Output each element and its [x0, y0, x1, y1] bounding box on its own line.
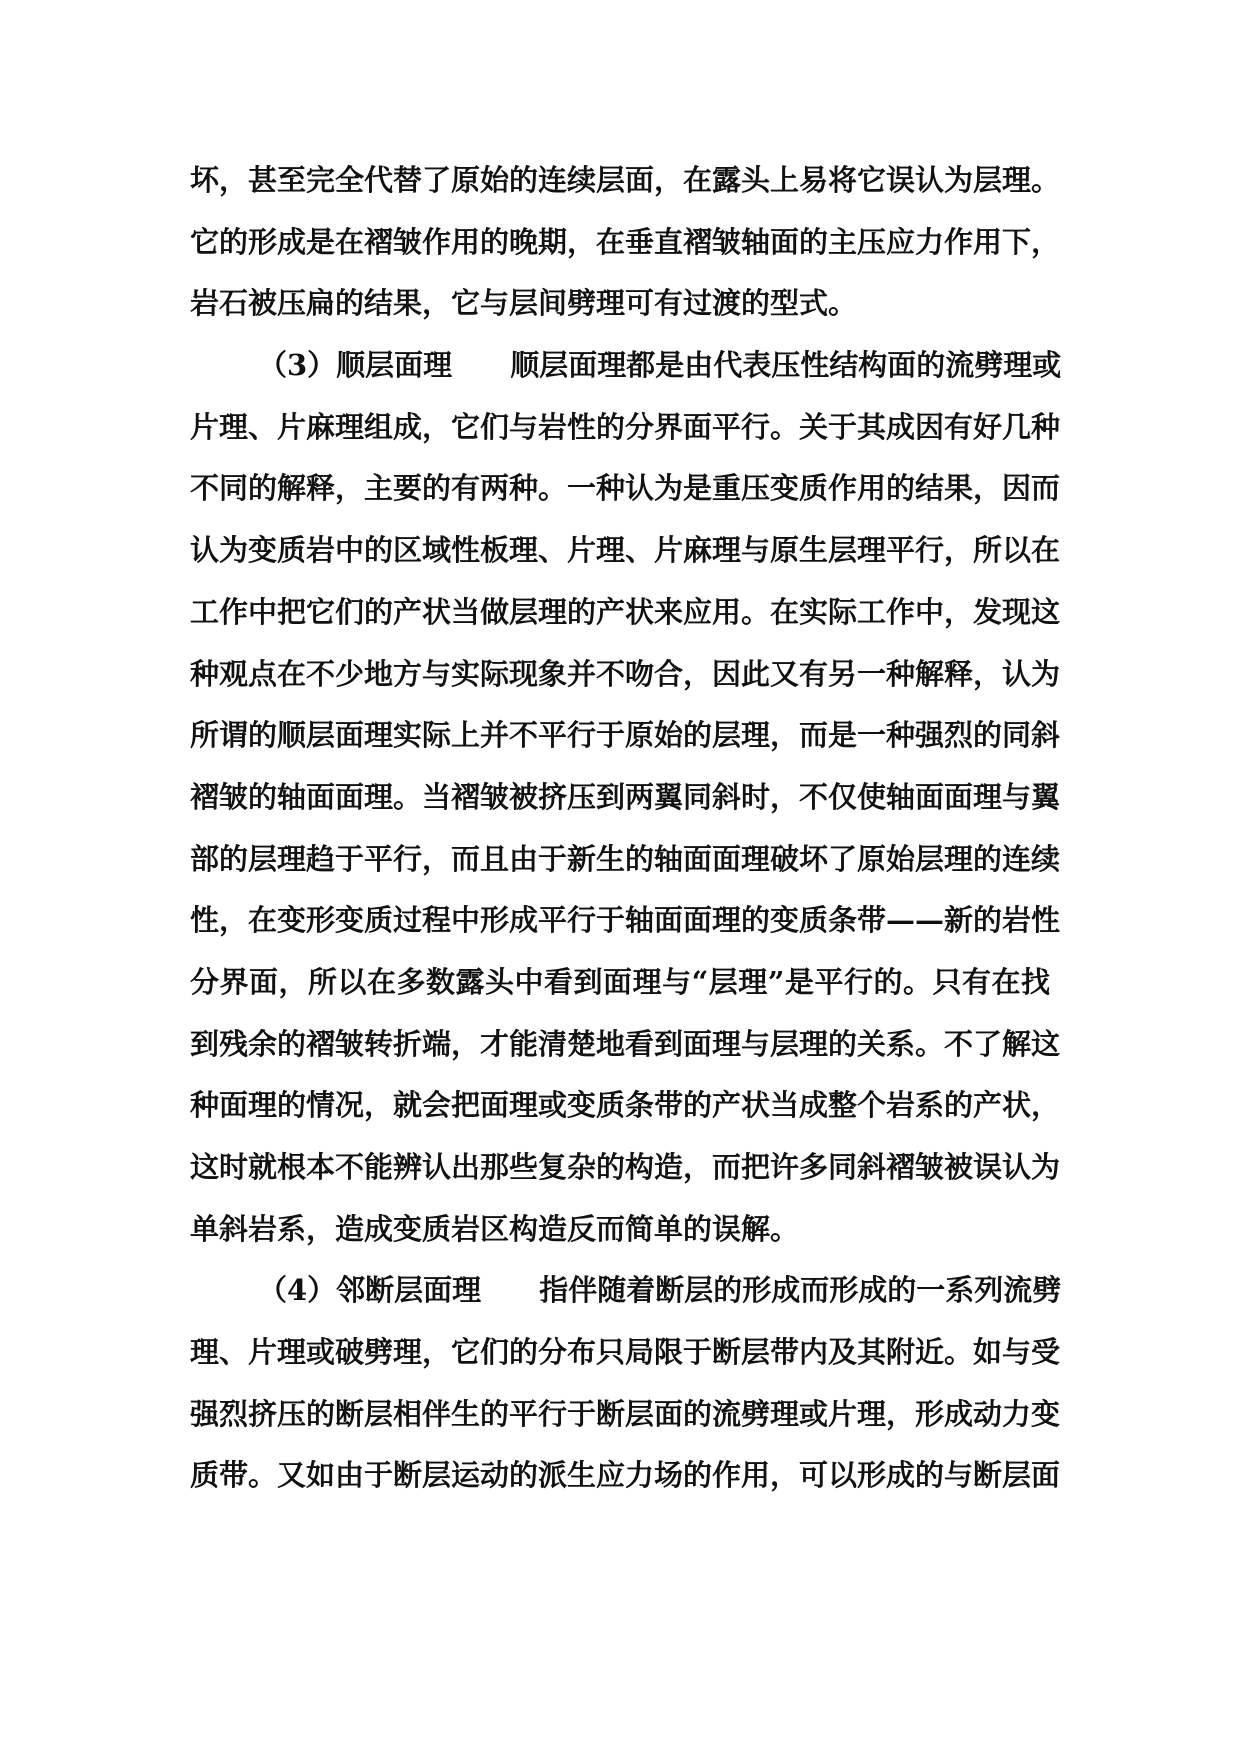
text-line: 所谓的顺层面理实际上并不平行于原始的层理，而是一种强烈的同斜	[190, 718, 1061, 753]
text-line: 工作中把它们的产状当做层理的产状来应用。在实际工作中，发现这	[190, 594, 1061, 629]
section-3-first-text: 顺层面理都是由代表压性结构面的流劈理或	[510, 348, 1062, 383]
text-line: 种面理的情况，就会把面理或变质条带的产状当成整个岩系的产状，	[190, 1088, 1061, 1123]
text-line: 片理、片麻理组成，它们与岩性的分界面平行。关于其成因有好几种	[190, 409, 1061, 444]
text-line: 性，在变形变质过程中形成平行于轴面面理的变质条带——新的岩性	[190, 903, 1061, 938]
section-3-first-line	[190, 335, 1062, 397]
text-line: 到残余的褶皱转折端，才能清楚地看到面理与层理的关系。不了解这	[190, 1026, 1061, 1061]
text-line: 部的层理趋于平行，而且由于新生的轴面面理破坏了原始层理的连续	[190, 841, 1061, 876]
text-line: 质带。又如由于断层运动的派生应力场的作用，可以形成的与断层面	[190, 1458, 1061, 1493]
text-line: 分界面，所以在多数露头中看到面理与“层理”是平行的。只有在找	[190, 964, 1050, 999]
section-3-heading: （3）顺层面理	[258, 348, 453, 383]
text-line: 认为变质岩中的区域性板理、片理、片麻理与原生层理平行，所以在	[190, 533, 1061, 568]
text-line: 强烈挤压的断层相伴生的平行于断层面的流劈理或片理，形成动力变	[190, 1396, 1061, 1431]
text-line: 褶皱的轴面面理。当褶皱被挤压到两翼同斜时，不仅使轴面面理与翼	[190, 779, 1061, 814]
text-line: 它的形成是在褶皱作用的晚期，在垂直褶皱轴面的主压应力作用下，	[190, 224, 1061, 259]
text-line: 岩石被压扁的结果，它与层间劈理可有过渡的型式。	[190, 286, 858, 321]
text-line: 这时就根本不能辨认出那些复杂的构造，而把许多同斜褶皱被误认为	[190, 1150, 1061, 1184]
text-line: 坏，甚至完全代替了原始的连续层面，在露头上易将它误认为层理。	[190, 163, 1061, 197]
text-line: 理、片理或破劈理，它们的分布只局限于断层带内及其附近。如与受	[190, 1335, 1061, 1370]
section-4-first-text: 指伴随着断层的形成而形成的一系列流劈	[539, 1273, 1062, 1308]
section-4-first-line	[190, 1260, 1062, 1322]
section-4-heading: （4）邻断层面理	[258, 1273, 482, 1308]
document-page	[190, 150, 1062, 1507]
text-line: 种观点在不少地方与实际现象并不吻合，因此又有另一种解释，认为	[190, 656, 1061, 691]
text-line: 单斜岩系，造成变质岩区构造反而简单的误解。	[190, 1211, 800, 1246]
text-line: 不同的解释，主要的有两种。一种认为是重压变质作用的结果，因而	[190, 471, 1061, 506]
